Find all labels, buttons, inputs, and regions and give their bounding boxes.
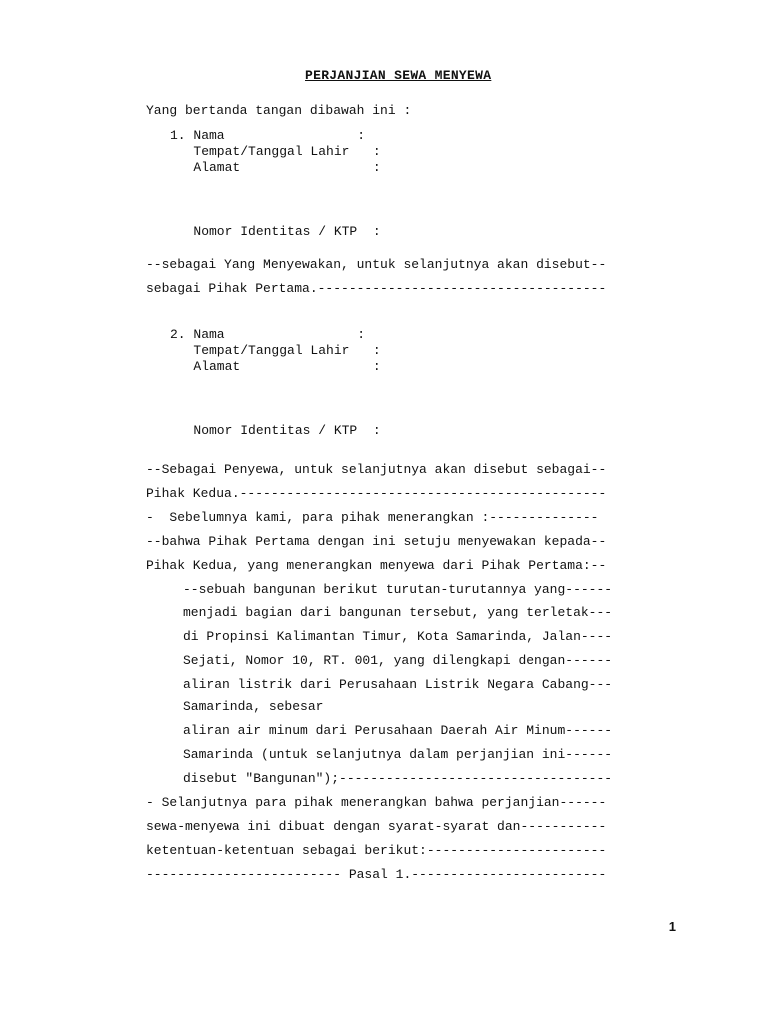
building-line-4: Sejati, Nomor 10, RT. 001, yang dilengkapi dengan------ xyxy=(183,653,613,668)
agreement-line-2: Pihak Kedua, yang menerangkan menyewa dari Pihak Pertama:-- xyxy=(146,558,607,573)
building-line-6: Samarinda, sebesar xyxy=(183,699,324,714)
building-line-3: di Propinsi Kalimantan Timur, Kota Samarinda, Jalan---- xyxy=(183,629,613,644)
pasal-heading: ------------------------- Pasal 1.------------------------- xyxy=(146,867,607,882)
party-one-address: Alamat : xyxy=(170,160,381,175)
building-line-7: aliran air minum dari Perusahaan Daerah Air Minum------ xyxy=(183,723,613,738)
page-number: 1 xyxy=(668,919,676,934)
party-two-address: Alamat : xyxy=(170,359,381,374)
terms-line-1: - Selanjutnya para pihak menerangkan bahwa perjanjian------ xyxy=(146,795,607,810)
intro-line: Yang bertanda tangan dibawah ini : xyxy=(146,103,412,118)
terms-line-3: ketentuan-ketentuan sebagai berikut:----------------------- xyxy=(146,843,607,858)
building-line-1: --sebuah bangunan berikut turutan-turutannya yang------ xyxy=(183,582,613,597)
building-line-8: Samarinda (untuk selanjutnya dalam perjanjian ini------ xyxy=(183,747,613,762)
party-two-birth: Tempat/Tanggal Lahir : xyxy=(170,343,381,358)
declaration-line: - Sebelumnya kami, para pihak menerangkan :-------------- xyxy=(146,510,599,525)
party-one-role-line-1: --sebagai Yang Menyewakan, untuk selanjutnya akan disebut-- xyxy=(146,257,607,272)
building-line-5: aliran listrik dari Perusahaan Listrik Negara Cabang--- xyxy=(183,677,613,692)
party-two-role-line-2: Pihak Kedua.----------------------------------------------- xyxy=(146,486,607,501)
party-two-name: 2. Nama : xyxy=(170,327,366,342)
agreement-line-1: --bahwa Pihak Pertama dengan ini setuju menyewakan kepada-- xyxy=(146,534,607,549)
document-title: PERJANJIAN SEWA MENYEWA xyxy=(305,68,492,83)
building-line-2: menjadi bagian dari bangunan tersebut, yang terletak--- xyxy=(183,605,613,620)
building-line-9: disebut "Bangunan");----------------------------------- xyxy=(183,771,613,786)
party-one-id: Nomor Identitas / KTP : xyxy=(170,224,381,239)
party-one-role-line-2: sebagai Pihak Pertama.------------------------------------- xyxy=(146,281,607,296)
party-one-name: 1. Nama : xyxy=(170,128,366,143)
party-two-id: Nomor Identitas / KTP : xyxy=(170,423,381,438)
party-one-birth: Tempat/Tanggal Lahir : xyxy=(170,144,381,159)
party-two-role-line-1: --Sebagai Penyewa, untuk selanjutnya akan disebut sebagai-- xyxy=(146,462,607,477)
terms-line-2: sewa-menyewa ini dibuat dengan syarat-syarat dan----------- xyxy=(146,819,607,834)
